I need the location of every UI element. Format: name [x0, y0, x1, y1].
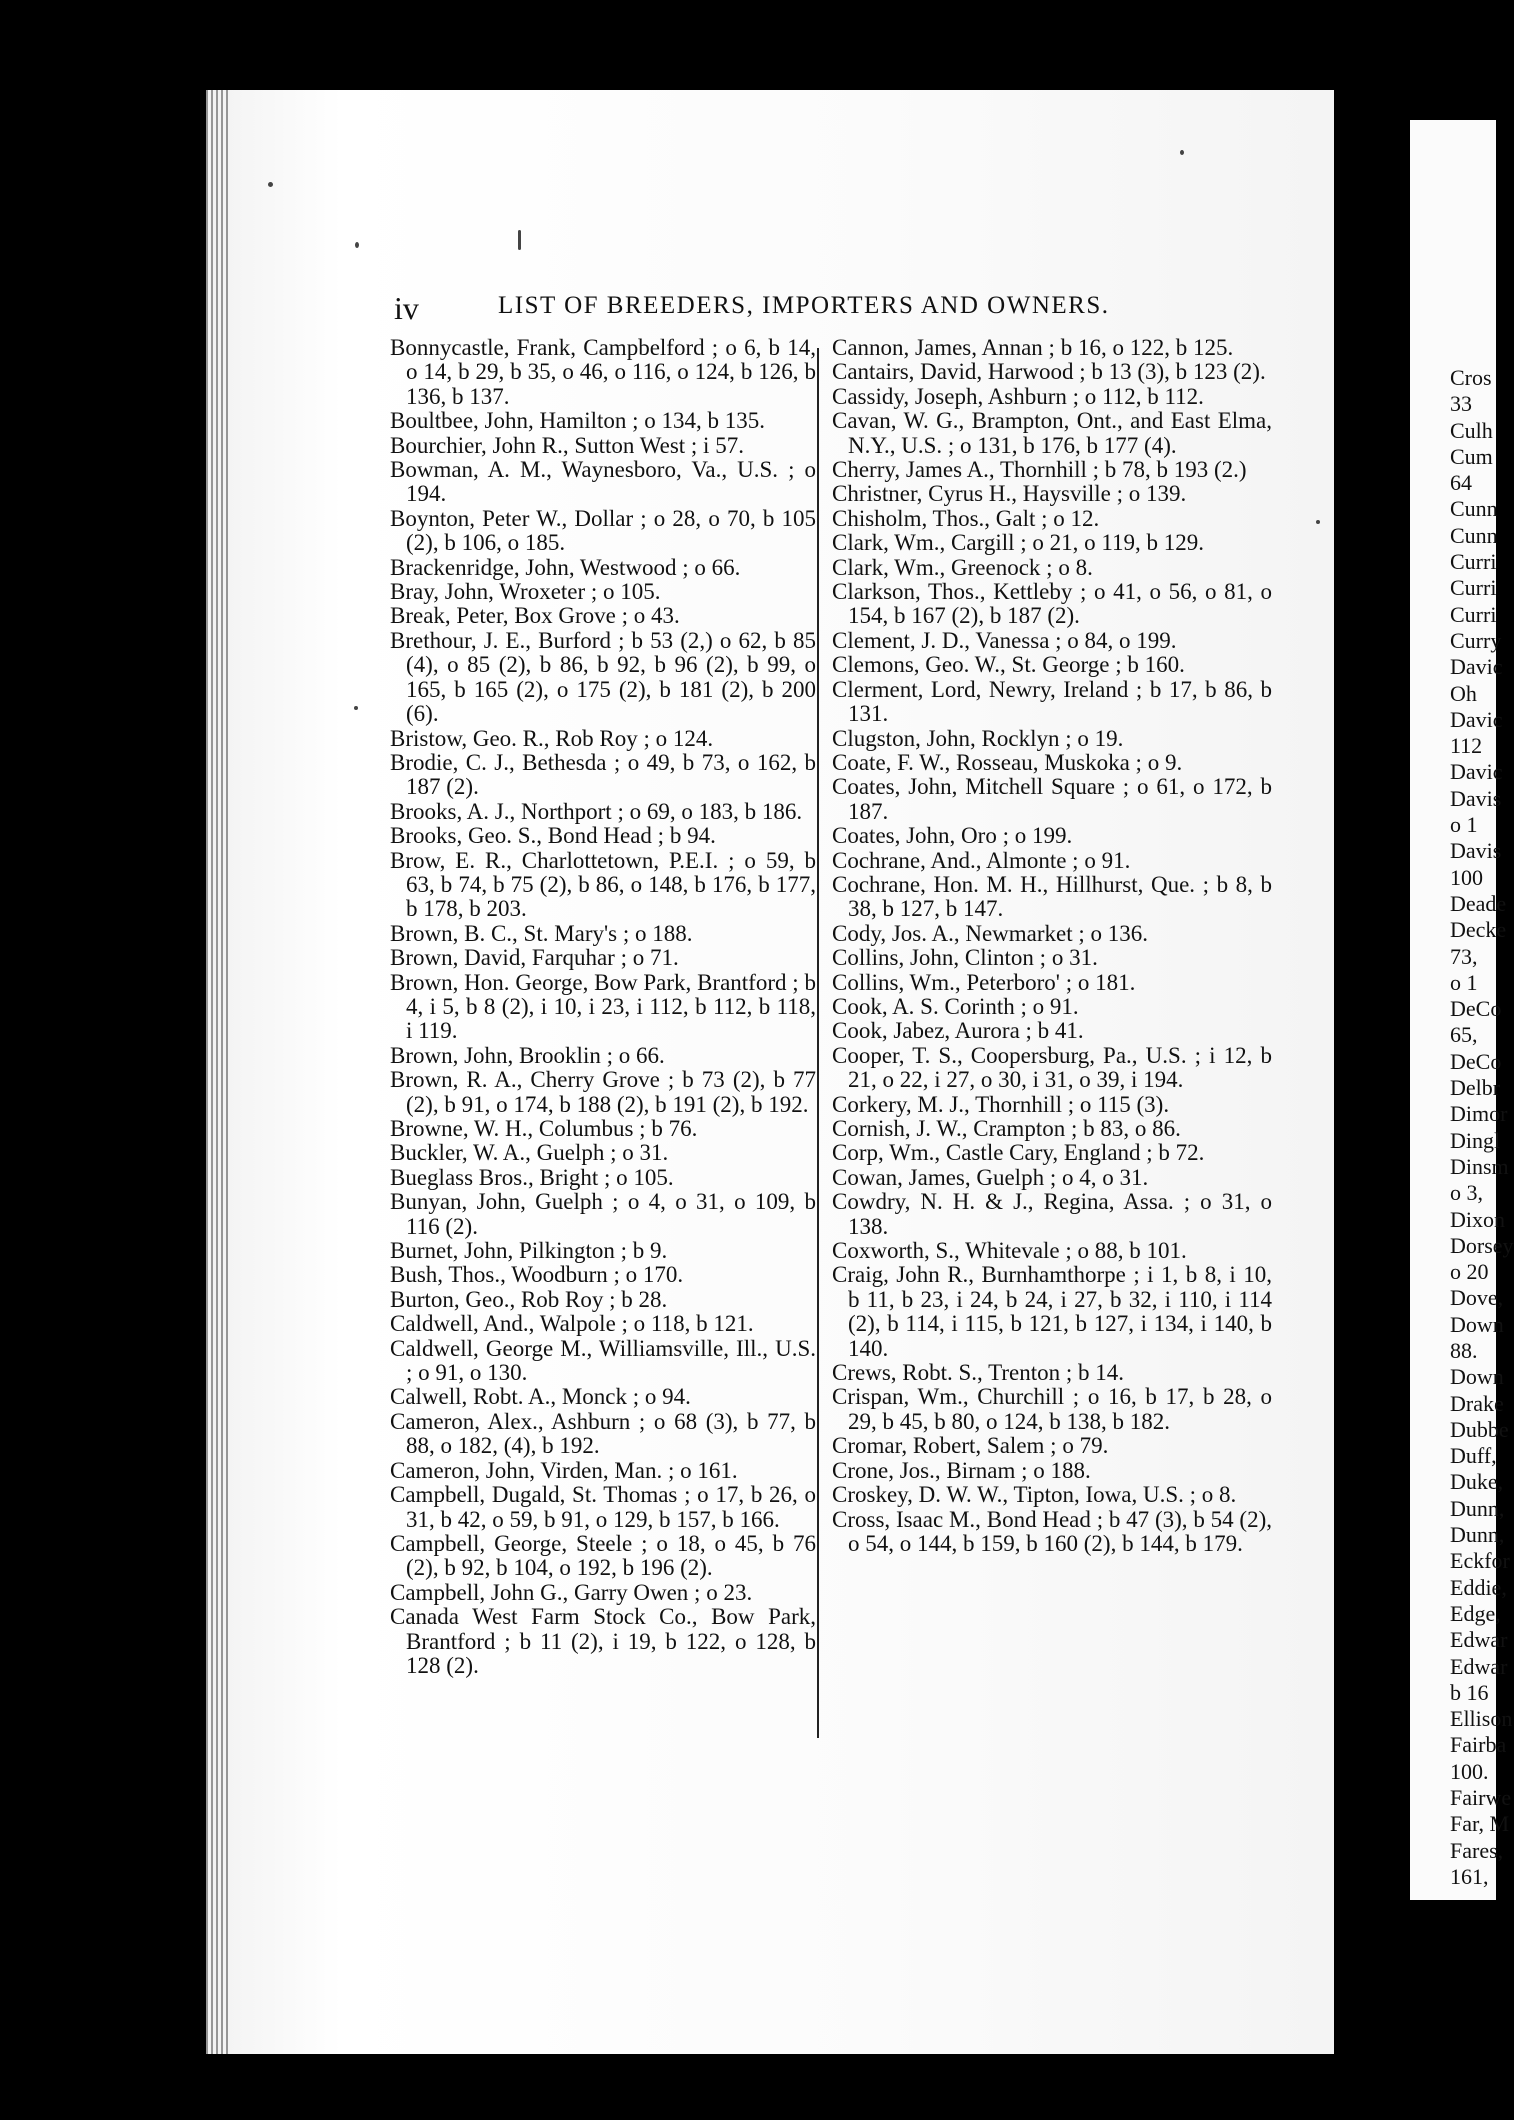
directory-entry: Bush, Thos., Woodburn ; o 170.: [390, 1262, 684, 1288]
edge-entry: o 20: [1450, 1259, 1489, 1285]
edge-entry: Culh: [1450, 417, 1493, 443]
edge-entry: Deade: [1450, 890, 1507, 916]
directory-entry: Burnet, John, Pilkington ; b 9.: [390, 1238, 668, 1264]
directory-entry: Brooks, A. J., Northport ; o 69, o 183, b 186.: [390, 798, 803, 824]
directory-entry: Coate, F. W., Rosseau, Muskoka ; o 9.: [832, 749, 1183, 775]
directory-entry: Bunyan, John, Guelph ; o 4, o 31, o 109, b 116 (2).: [390, 1189, 816, 1239]
edge-entry: 73,: [1450, 943, 1478, 969]
edge-entry: Duff,: [1450, 1443, 1497, 1469]
directory-entry: Bristow, Geo. R., Rob Roy ; o 124.: [390, 725, 714, 751]
directory-entry: Christner, Cyrus H., Haysville ; o 139.: [832, 481, 1187, 507]
edge-entry: Eckfor: [1450, 1548, 1510, 1574]
column-divider: [817, 348, 819, 1738]
page-number: iv: [394, 290, 419, 326]
directory-entry: Clemons, Geo. W., St. George ; b 160.: [832, 652, 1185, 678]
directory-entry: Cross, Isaac M., Bond Head ; b 47 (3), b 54 (2), o 54, o 144, b 159, b 160 (2), b 144, b 179.: [832, 1506, 1272, 1556]
directory-entry: Brow, E. R., Charlottetown, P.E.I. ; o 59, b 63, b 74, b 75 (2), b 86, o 148, b 176, b 177, b 178, b 203.: [390, 847, 816, 922]
edge-entry: Cunn: [1450, 522, 1498, 548]
directory-entry: Coxworth, S., Whitevale ; o 88, b 101.: [832, 1238, 1187, 1264]
edge-entry: Fairwe: [1450, 1785, 1512, 1811]
edge-column-fragment: [1450, 365, 1514, 1890]
edge-entry: o 1: [1450, 812, 1478, 838]
scan-speck: [268, 182, 273, 187]
edge-entry: Dixon: [1450, 1206, 1505, 1232]
edge-entry: Dingl: [1450, 1127, 1501, 1153]
edge-entry: Curri: [1450, 601, 1497, 627]
edge-entry: 100: [1450, 864, 1483, 890]
directory-entry: Corkery, M. J., Thornhill ; o 115 (3).: [832, 1091, 1170, 1117]
edge-entry: Curry: [1450, 627, 1502, 653]
edge-entry: Far, M: [1450, 1811, 1510, 1837]
edge-entry: Cros: [1450, 365, 1492, 390]
directory-entry: Brown, R. A., Cherry Grove ; b 73 (2), b 77 (2), b 91, o 174, b 188 (2), b 191 (2), b 192.: [390, 1067, 816, 1117]
directory-entry: Cassidy, Joseph, Ashburn ; o 112, b 112.: [832, 383, 1204, 409]
edge-entry: Down: [1450, 1311, 1504, 1337]
edge-entry: Curri: [1450, 575, 1497, 601]
page-header: [394, 290, 1194, 330]
scan-speck: [354, 706, 358, 710]
scan-speck: [518, 230, 521, 250]
directory-entry: Cherry, James A., Thornhill ; b 78, b 193 (2.): [832, 457, 1247, 483]
directory-entry: Break, Peter, Box Grove ; o 43.: [390, 603, 680, 629]
edge-entry: 64: [1450, 470, 1472, 496]
directory-entry: Brackenridge, John, Westwood ; o 66.: [390, 554, 741, 580]
edge-entry: Dimor: [1450, 1101, 1508, 1127]
directory-entry: Crone, Jos., Birnam ; o 188.: [832, 1457, 1091, 1483]
directory-entry: Corp, Wm., Castle Cary, England ; b 72.: [832, 1140, 1205, 1166]
directory-entry: Boultbee, John, Hamilton ; o 134, b 135.: [390, 408, 766, 434]
directory-entry: Buckler, W. A., Guelph ; o 31.: [390, 1140, 669, 1166]
edge-entry: Dorsey: [1450, 1232, 1514, 1258]
edge-entry: 100.: [1450, 1758, 1489, 1784]
edge-entry: Edwar: [1450, 1627, 1508, 1653]
directory-entry: Cameron, John, Virden, Man. ; o 161.: [390, 1457, 738, 1483]
scan-speck: [1316, 520, 1320, 524]
directory-entry: Crispan, Wm., Churchill ; o 16, b 17, b 28, o 29, b 45, b 80, o 124, b 138, b 182.: [832, 1384, 1272, 1434]
edge-entry: Ellison: [1450, 1706, 1513, 1732]
directory-entry: Cowdry, N. H. & J., Regina, Assa. ; o 31, o 138.: [832, 1189, 1272, 1239]
directory-entry: Cochrane, Hon. M. H., Hillhurst, Que. ; b 8, b 38, b 127, b 147.: [832, 871, 1272, 922]
edge-entry: Eddie,: [1450, 1574, 1507, 1600]
edge-entry: o 3,: [1450, 1180, 1483, 1206]
edge-entry: 161,: [1450, 1863, 1489, 1889]
edge-entry: Dunn,: [1450, 1522, 1505, 1548]
directory-entry: Cooper, T. S., Coopersburg, Pa., U.S. ; i 12, b 21, o 22, i 27, o 30, i 31, o 39, i 194.: [832, 1042, 1272, 1093]
directory-entry: Clement, J. D., Vanessa ; o 84, o 199.: [832, 627, 1177, 653]
edge-entry: Davis: [1450, 785, 1502, 811]
directory-entry: Clark, Wm., Greenock ; o 8.: [832, 554, 1093, 580]
directory-entry: Clerment, Lord, Newry, Ireland ; b 17, b 86, b 131.: [832, 676, 1272, 727]
directory-entry: Bourchier, John R., Sutton West ; i 57.: [390, 432, 744, 458]
scan-speck: [1180, 150, 1184, 155]
edge-entry: Fairba: [1450, 1732, 1507, 1758]
directory-entry: Canada West Farm Stock Co., Bow Park, Brantford ; b 11 (2), i 19, b 122, o 128, b 128 (2).: [390, 1604, 816, 1678]
directory-entry: Collins, John, Clinton ; o 31.: [832, 945, 1098, 971]
directory-entry: Brown, B. C., St. Mary's ; o 188.: [390, 920, 693, 946]
directory-entry: Boynton, Peter W., Dollar ; o 28, o 70, b 105 (2), b 106, o 185.: [390, 505, 816, 556]
edge-entry: Drake: [1450, 1390, 1504, 1416]
edge-entry: Down: [1450, 1364, 1504, 1390]
directory-entry: Caldwell, And., Walpole ; o 118, b 121.: [390, 1311, 754, 1337]
edge-entry: Davis: [1450, 838, 1502, 864]
page-edge-shading: [206, 90, 230, 2054]
directory-entry: Brooks, Geo. S., Bond Head ; b 94.: [390, 823, 716, 849]
directory-entry: Cantairs, David, Harwood ; b 13 (3), b 123 (2).: [832, 359, 1266, 385]
directory-entry: Caldwell, George M., Williamsville, Ill., U.S. ; o 91, o 130.: [390, 1335, 816, 1386]
directory-entry: Brown, David, Farquhar ; o 71.: [390, 945, 679, 971]
directory-entry: Cook, Jabez, Aurora ; b 41.: [832, 1018, 1084, 1044]
edge-entry: Fares,: [1450, 1837, 1504, 1863]
edge-entry: 88.: [1450, 1337, 1478, 1363]
edge-entry: Delbr: [1450, 1075, 1501, 1101]
directory-entry: Bowman, A. M., Waynesboro, Va., U.S. ; o 194.: [390, 457, 816, 507]
directory-entry: Cavan, W. G., Brampton, Ont., and East Elma, N.Y., U.S. ; o 131, b 176, b 177 (4).: [832, 408, 1272, 458]
directory-entry: Brethour, J. E., Burford ; b 53 (2,) o 62, b 85 (4), o 85 (2), b 86, b 92, b 96 (2), b 99, o 165, b 165 (2), o 175 (2), b 181 (2), b 200 (6).: [390, 627, 816, 727]
edge-entry: Davic: [1450, 759, 1503, 785]
directory-entry: Collins, Wm., Peterboro' ; o 181.: [832, 969, 1136, 995]
directory-entry: Cowan, James, Guelph ; o 4, o 31.: [832, 1164, 1149, 1190]
edge-entry: DeCo: [1450, 1048, 1502, 1074]
edge-entry: o 1: [1450, 969, 1478, 995]
directory-entry: Crews, Robt. S., Trenton ; b 14.: [832, 1360, 1125, 1386]
directory-entry: Calwell, Robt. A., Monck ; o 94.: [390, 1384, 691, 1410]
edge-entry: Dunn,: [1450, 1495, 1505, 1521]
edge-entry: Oh: [1450, 680, 1477, 706]
directory-entry: Clark, Wm., Cargill ; o 21, o 119, b 129.: [832, 530, 1205, 556]
directory-entry: Cameron, Alex., Ashburn ; o 68 (3), b 77, b 88, o 182, (4), b 192.: [390, 1408, 816, 1459]
directory-entry: Campbell, John G., Garry Owen ; o 23.: [390, 1579, 753, 1605]
directory-entry: Burton, Geo., Rob Roy ; b 28.: [390, 1286, 668, 1312]
directory-entry: Cannon, James, Annan ; b 16, o 122, b 125.: [832, 335, 1234, 360]
directory-entry: Campbell, Dugald, St. Thomas ; o 17, b 26, o 31, b 42, o 59, b 91, o 129, b 157, b 166.: [390, 1482, 816, 1532]
directory-entry: Coates, John, Oro ; o 199.: [832, 823, 1073, 849]
edge-entry: Duke,: [1450, 1469, 1504, 1495]
edge-entry: Cum: [1450, 443, 1493, 469]
edge-entry: DeCo: [1450, 996, 1502, 1022]
edge-entry: Decke: [1450, 917, 1507, 943]
edge-entry: Curri: [1450, 549, 1497, 575]
directory-entry: Bray, John, Wroxeter ; o 105.: [390, 579, 661, 605]
edge-entry: Dinsm: [1450, 1153, 1509, 1179]
directory-entry: Cochrane, And., Almonte ; o 91.: [832, 847, 1131, 873]
directory-entry: Brown, John, Brooklin ; o 66.: [390, 1042, 665, 1068]
directory-entry: Clugston, John, Rocklyn ; o 19.: [832, 725, 1124, 751]
edge-entry: Edwar: [1450, 1653, 1508, 1679]
edge-entry: Davic: [1450, 706, 1503, 732]
edge-entry: Davic: [1450, 654, 1503, 680]
scan-speck: [355, 242, 359, 248]
edge-entry: 112: [1450, 733, 1483, 759]
directory-entry: Cody, Jos. A., Newmarket ; o 136.: [832, 920, 1149, 946]
page-title: LIST OF BREEDERS, IMPORTERS AND OWNERS.: [498, 292, 1110, 319]
directory-entry: Chisholm, Thos., Galt ; o 12.: [832, 505, 1100, 531]
edge-entry: Dove,: [1450, 1285, 1504, 1311]
edge-entry: 65,: [1450, 1022, 1478, 1048]
directory-entry: Brodie, C. J., Bethesda ; o 49, b 73, o 162, b 187 (2).: [390, 749, 816, 800]
directory-entry: Cromar, Robert, Salem ; o 79.: [832, 1433, 1109, 1459]
edge-entry: Edge,: [1450, 1600, 1501, 1626]
directory-entry: Cornish, J. W., Crampton ; b 83, o 86.: [832, 1116, 1181, 1141]
directory-entry: Coates, John, Mitchell Square ; o 61, o 172, b 187.: [832, 774, 1272, 824]
right-column: [832, 336, 1272, 1556]
directory-entry: Campbell, George, Steele ; o 18, o 45, b 76 (2), b 92, b 104, o 192, b 196 (2).: [390, 1530, 816, 1581]
directory-entry: Craig, John R., Burnhamthorpe ; i 1, b 8, i 10, b 11, b 23, i 24, b 24, i 27, b 32, i 110, i 114 (2), b 114, i 115, b 121, b 127, i 134, i 140, b 140.: [832, 1262, 1272, 1361]
directory-entry: Croskey, D. W. W., Tipton, Iowa, U.S. ; o 8.: [832, 1482, 1237, 1508]
left-column: [390, 336, 816, 1678]
edge-entry: 33: [1450, 391, 1472, 417]
directory-entry: Bonnycastle, Frank, Campbelford ; o 6, b 14, o 14, b 29, b 35, o 46, o 116, o 124, b 126, b 136, b 137.: [390, 335, 816, 409]
directory-entry: Browne, W. H., Columbus ; b 76.: [390, 1116, 698, 1141]
edge-entry: Cunn: [1450, 496, 1498, 522]
directory-entry: Bueglass Bros., Bright ; o 105.: [390, 1164, 674, 1190]
directory-entry: Brown, Hon. George, Bow Park, Brantford ; b 4, i 5, b 8 (2), i 10, i 23, i 112, b 112, b 118, i 119.: [390, 969, 816, 1044]
edge-entry: b 16: [1450, 1679, 1489, 1705]
directory-entry: Clarkson, Thos., Kettleby ; o 41, o 56, o 81, o 154, b 167 (2), b 187 (2).: [832, 579, 1272, 629]
edge-entry: Dubbe: [1450, 1416, 1509, 1442]
directory-entry: Cook, A. S. Corinth ; o 91.: [832, 993, 1079, 1019]
